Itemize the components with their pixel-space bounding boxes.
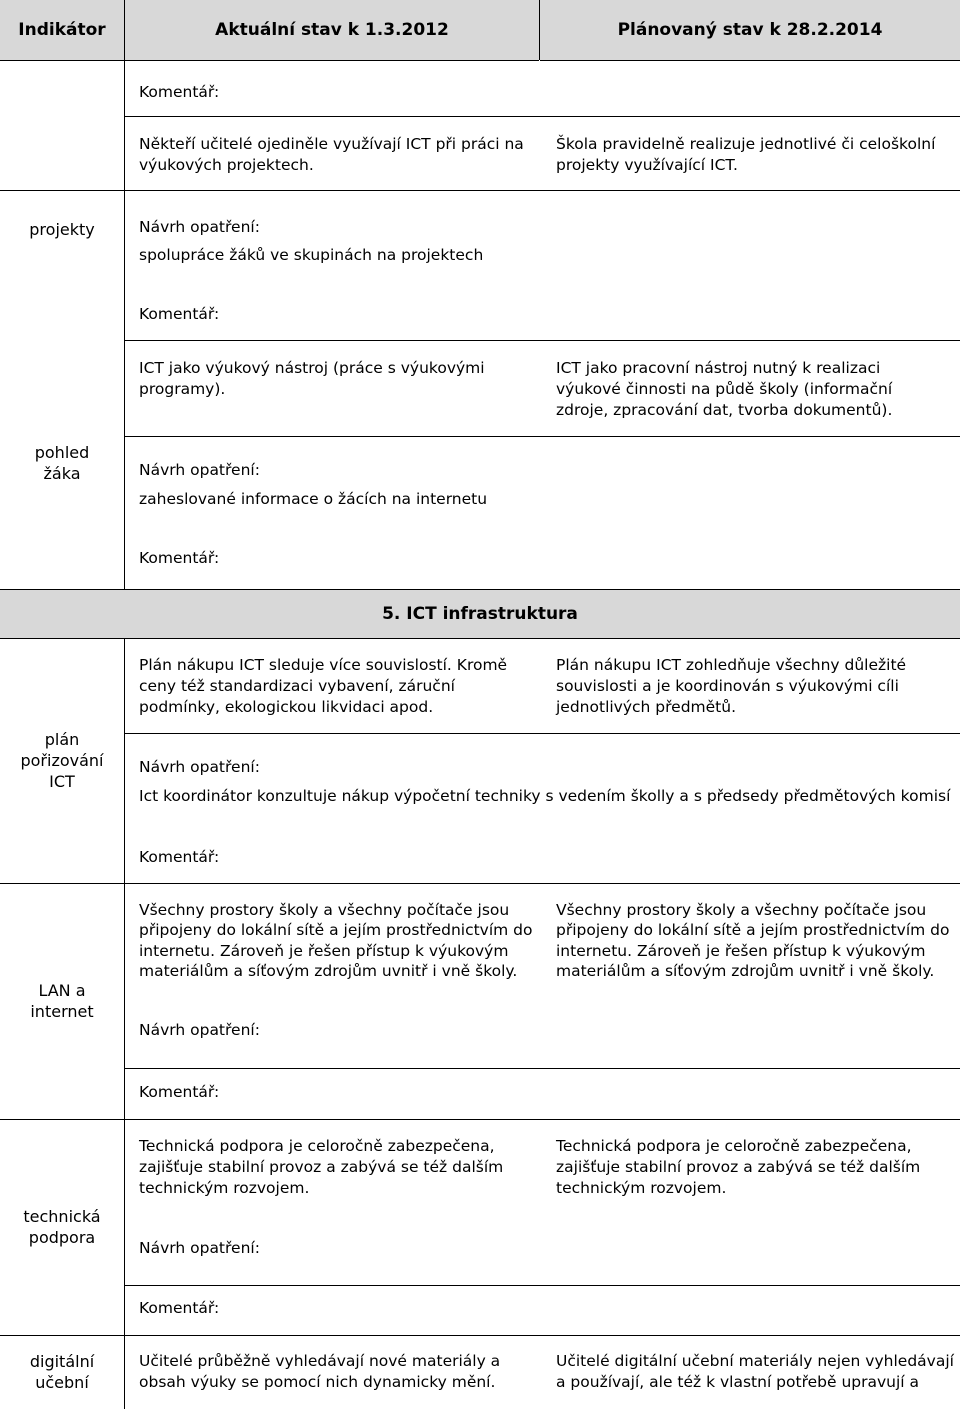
- grid-line: [124, 0, 125, 589]
- grid-line: [0, 1335, 960, 1336]
- planned-state-text: projekty využívající ICT.: [556, 156, 738, 174]
- header-planned-state: Plánovaný stav k 28.2.2014: [540, 0, 960, 61]
- indicator-projekty: projekty: [29, 220, 95, 239]
- comment-label: Komentář:: [139, 83, 220, 101]
- current-state-text: ceny též standardizaci vybavení, záruční: [139, 677, 455, 695]
- measure-label: Návrh opatření:: [139, 1021, 260, 1039]
- current-state-text: zajišťuje stabilní provoz a zabývá se též dalším: [139, 1158, 504, 1176]
- indicator-digitalni: digitální: [29, 1352, 95, 1371]
- planned-state-text: ICT jako pracovní nástroj nutný k realizaci: [556, 359, 881, 377]
- current-state-text: Všechny prostory školy a všechny počítače jsou: [139, 901, 510, 919]
- indicator-podpora: technická: [23, 1207, 101, 1226]
- grid-line: [0, 883, 960, 884]
- current-state-text: Technická podpora je celoročně zabezpečena,: [139, 1137, 495, 1155]
- comment-label: Komentář:: [139, 848, 220, 866]
- current-state-text: Plán nákupu ICT sleduje více souvislostí. Kromě: [139, 656, 508, 674]
- planned-state-text: zajišťuje stabilní provoz a zabývá se též dalším: [556, 1158, 921, 1176]
- grid-line: [124, 436, 960, 437]
- current-state-text: výukových projektech.: [139, 156, 314, 174]
- current-state-text: internetu. Zároveň je řešen přístup k výukovým: [139, 942, 509, 960]
- measure-label: Návrh opatření:: [139, 758, 260, 776]
- grid-line: [0, 190, 960, 191]
- planned-state-text: připojeny do lokální sítě a jejím prostřednictvím do: [556, 921, 950, 939]
- header-indicator: Indikátor: [0, 0, 124, 61]
- measure-label: Návrh opatření:: [139, 1239, 260, 1257]
- planned-state-text: Technická podpora je celoročně zabezpečena,: [556, 1137, 912, 1155]
- current-state-text: připojeny do lokální sítě a jejím prostřednictvím do: [139, 921, 533, 939]
- grid-line: [539, 0, 540, 60]
- comment-label: Komentář:: [139, 549, 220, 567]
- planned-state-text: výukové činnosti na půdě školy (informační: [556, 380, 893, 398]
- indicator-pohled: pohled: [34, 443, 90, 462]
- indicator-lan: internet: [30, 1002, 94, 1021]
- planned-state-text: Plán nákupu ICT zohledňuje všechny důležité: [556, 656, 907, 674]
- indicator-digitalni: učební: [35, 1373, 89, 1392]
- measure-text: zaheslované informace o žácích na internetu: [139, 490, 488, 508]
- measure-label: Návrh opatření:: [139, 218, 260, 236]
- indicator-lan: LAN a: [38, 981, 86, 1000]
- planned-state-text: zdroje, zpracování dat, tvorba dokumentů).: [556, 401, 893, 419]
- grid-line: [124, 1285, 960, 1286]
- current-state-text: materiálům a síťovým zdrojům uvnitř i vně školy.: [139, 962, 518, 980]
- indicator-plan: pořizování: [20, 751, 104, 770]
- planned-state-text: a používají, ale též k vlastní potřebě upravují a: [556, 1373, 920, 1391]
- comment-label: Komentář:: [139, 305, 220, 323]
- current-state-text: programy).: [139, 380, 226, 398]
- section-heading: 5. ICT infrastruktura: [0, 589, 960, 639]
- planned-state-text: materiálům a síťovým zdrojům uvnitř i vně školy.: [556, 962, 935, 980]
- current-state-text: technickým rozvojem.: [139, 1179, 310, 1197]
- planned-state-text: Učitelé digitální učební materiály nejen vyhledávají: [556, 1352, 954, 1370]
- grid-line: [124, 340, 960, 341]
- indicator-plan: ICT: [49, 772, 75, 791]
- current-state-text: podmínky, ekologickou likvidaci apod.: [139, 698, 434, 716]
- grid-line: [124, 733, 960, 734]
- current-state-text: ICT jako výukový nástroj (práce s výukovými: [139, 359, 485, 377]
- grid-line: [0, 1119, 960, 1120]
- grid-line: [124, 116, 960, 117]
- comment-label: Komentář:: [139, 1083, 220, 1101]
- indicator-podpora: podpora: [28, 1228, 96, 1247]
- measure-label: Návrh opatření:: [139, 461, 260, 479]
- comment-label: Komentář:: [139, 1299, 220, 1317]
- planned-state-text: Škola pravidelně realizuje jednotlivé či celoškolní: [556, 135, 936, 153]
- measure-text: Ict koordinátor konzultuje nákup výpočetní techniky s vedením školly a s předsedy předmětových komisí: [139, 787, 951, 805]
- indicator-plan: plán: [44, 730, 80, 749]
- planned-state-text: internetu. Zároveň je řešen přístup k výukovým: [556, 942, 926, 960]
- grid-line: [124, 637, 125, 1409]
- planned-state-text: jednotlivých předmětů.: [556, 698, 737, 716]
- measure-text: spolupráce žáků ve skupinách na projektech: [139, 246, 484, 264]
- indicator-pohled: žáka: [43, 464, 81, 483]
- current-state-text: Někteří učitelé ojediněle využívají ICT při práci na: [139, 135, 524, 153]
- planned-state-text: Všechny prostory školy a všechny počítače jsou: [556, 901, 927, 919]
- planned-state-text: technickým rozvojem.: [556, 1179, 727, 1197]
- current-state-text: Učitelé průběžně vyhledávají nové materiály a: [139, 1352, 501, 1370]
- current-state-text: obsah výuky se pomocí nich dynamicky mění.: [139, 1373, 496, 1391]
- header-current-state: Aktuální stav k 1.3.2012: [125, 0, 539, 61]
- grid-line: [124, 1068, 960, 1069]
- planned-state-text: souvislosti a je koordinován s výukovými cíli: [556, 677, 899, 695]
